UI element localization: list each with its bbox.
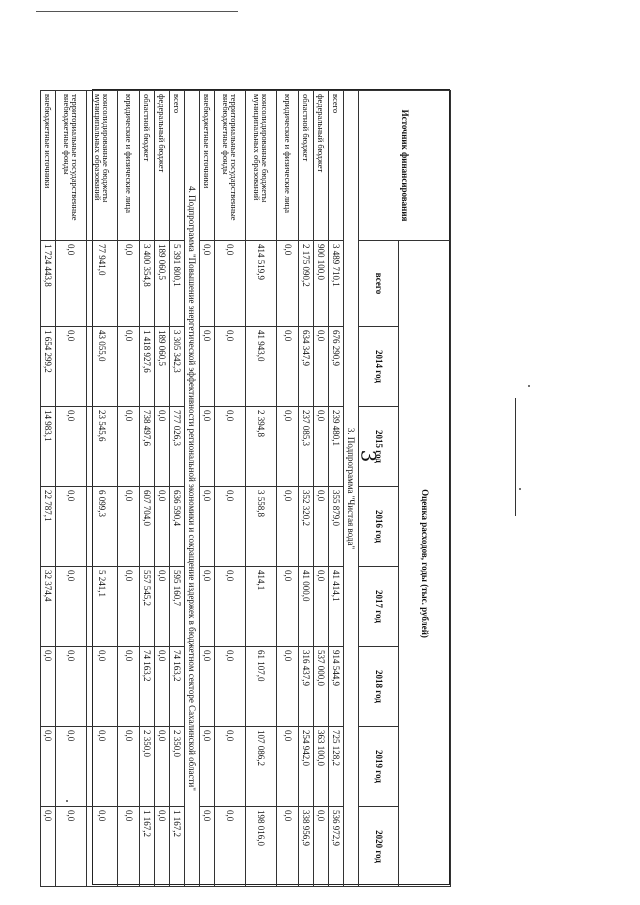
value-cell: 74 163,2 xyxy=(140,647,155,727)
budget-table-rotated xyxy=(43,90,451,886)
value-cell: 316 437,9 xyxy=(299,647,314,727)
value-cell: 0,0 xyxy=(200,807,215,887)
value-cell: 3 489 710,1 xyxy=(329,241,344,327)
value-cell: 239 480,1 xyxy=(329,407,344,487)
value-cell: 0,0 xyxy=(56,241,87,327)
column-header: 2018 год xyxy=(359,647,399,727)
section-title-row xyxy=(344,91,359,887)
value-cell: 0,0 xyxy=(56,407,87,487)
value-cell: 0,0 xyxy=(200,327,215,407)
value-cell: 189 060,5 xyxy=(155,327,170,407)
column-header: 2016 год xyxy=(359,487,399,567)
source-label: областной бюджет xyxy=(140,91,155,241)
column-header: 2019 год xyxy=(359,727,399,807)
table-row xyxy=(277,91,299,887)
value-cell: 5 241,1 xyxy=(87,567,118,647)
value-cell: 43 055,0 xyxy=(87,327,118,407)
value-cell: 0,0 xyxy=(56,567,87,647)
value-cell: 0,0 xyxy=(215,407,246,487)
value-cell: 0,0 xyxy=(118,807,140,887)
value-cell: 0,0 xyxy=(118,727,140,807)
header-row xyxy=(399,91,451,887)
source-label: областной бюджет xyxy=(299,91,314,241)
value-cell: 0,0 xyxy=(118,487,140,567)
value-cell: 0,0 xyxy=(118,407,140,487)
value-cell: 914 544,9 xyxy=(329,647,344,727)
value-cell: 0,0 xyxy=(277,567,299,647)
value-cell: 41 414,1 xyxy=(329,567,344,647)
value-cell: 414,1 xyxy=(246,567,277,647)
section-title: 3. Подпрограмма "Чистая вода" xyxy=(344,91,359,887)
page-number: 3 xyxy=(356,449,381,463)
source-label: территориальные государственные внебюджетные фонды xyxy=(215,91,246,241)
value-cell: 0,0 xyxy=(155,567,170,647)
value-cell: 0,0 xyxy=(155,407,170,487)
section-title: 4. Подпрограмма "Повышение энергетической эффективности региональной экономики и сокращение издержек в бюджетном секторе Сахалинской области" xyxy=(185,91,200,887)
value-cell: 22 787,1 xyxy=(41,487,56,567)
table-row xyxy=(200,91,215,887)
table-row xyxy=(246,91,277,887)
value-cell: 0,0 xyxy=(200,567,215,647)
table-row xyxy=(41,91,56,887)
table-row xyxy=(87,91,118,887)
table-row xyxy=(215,91,246,887)
value-cell: 0,0 xyxy=(56,727,87,807)
value-cell: 352 320,2 xyxy=(299,487,314,567)
value-cell: 0,0 xyxy=(118,241,140,327)
table-row xyxy=(118,91,140,887)
value-cell: 0,0 xyxy=(314,327,329,407)
value-cell: 1 654 299,2 xyxy=(41,327,56,407)
value-cell: 1 167,2 xyxy=(140,807,155,887)
column-header: 2017 год xyxy=(359,567,399,647)
value-cell: 0,0 xyxy=(215,727,246,807)
value-cell: 414 519,9 xyxy=(246,241,277,327)
value-cell: 0,0 xyxy=(200,407,215,487)
value-cell: 3 305 342,3 xyxy=(170,327,185,407)
value-cell: 0,0 xyxy=(314,487,329,567)
value-cell: 74 163,2 xyxy=(170,647,185,727)
column-header: 2015 год xyxy=(359,407,399,487)
value-cell: 607 704,0 xyxy=(140,487,155,567)
scan-speck xyxy=(519,488,521,490)
source-label: юридические и физические лица xyxy=(118,91,140,241)
source-header: Источник финансирования xyxy=(359,91,451,241)
section-title-row xyxy=(185,91,200,887)
value-cell: 0,0 xyxy=(200,727,215,807)
value-cell: 0,0 xyxy=(215,327,246,407)
source-label: внебюджетные источники xyxy=(41,91,56,241)
value-cell: 738 497,6 xyxy=(140,407,155,487)
value-cell: 237 085,3 xyxy=(299,407,314,487)
value-cell: 634 347,9 xyxy=(299,327,314,407)
value-cell: 41 000,0 xyxy=(299,567,314,647)
value-cell: 0,0 xyxy=(215,567,246,647)
value-cell: 198 016,0 xyxy=(246,807,277,887)
source-label: территориальные государственные внебюджетные фонды xyxy=(56,91,87,241)
top-rule xyxy=(36,11,238,12)
value-cell: 0,0 xyxy=(56,327,87,407)
value-cell: 5 391 800,1 xyxy=(170,241,185,327)
value-cell: 338 956,9 xyxy=(299,807,314,887)
value-cell: 0,0 xyxy=(277,407,299,487)
value-cell: 595 160,7 xyxy=(170,567,185,647)
value-cell: 0,0 xyxy=(155,487,170,567)
value-cell: 0,0 xyxy=(277,807,299,887)
value-cell: 0,0 xyxy=(277,241,299,327)
table-row xyxy=(56,91,87,887)
value-cell: 900 100,0 xyxy=(314,241,329,327)
value-cell: 14 983,1 xyxy=(41,407,56,487)
value-cell: 3 400 354,8 xyxy=(140,241,155,327)
value-cell: 2 350,0 xyxy=(140,727,155,807)
value-cell: 0,0 xyxy=(56,807,87,887)
column-header: 2020 год xyxy=(359,807,399,887)
estimate-header: Оценка расходов, годы (тыс. рублей) xyxy=(399,241,451,887)
value-cell: 0,0 xyxy=(215,807,246,887)
table-row xyxy=(155,91,170,887)
margin-line xyxy=(515,398,516,516)
value-cell: 0,0 xyxy=(41,807,56,887)
value-cell: 3 558,8 xyxy=(246,487,277,567)
table-row xyxy=(329,91,344,887)
value-cell: 536 972,9 xyxy=(329,807,344,887)
value-cell: 77 941,0 xyxy=(87,241,118,327)
source-label: федеральный бюджет xyxy=(155,91,170,241)
scan-speck xyxy=(528,385,530,387)
source-label: юридические и физические лица xyxy=(277,91,299,241)
value-cell: 189 060,5 xyxy=(155,241,170,327)
budget-table xyxy=(40,90,451,887)
source-label: федеральный бюджет xyxy=(314,91,329,241)
value-cell: 537 000,0 xyxy=(314,647,329,727)
value-cell: 254 942,0 xyxy=(299,727,314,807)
budget-table-frame xyxy=(43,89,450,885)
value-cell: 0,0 xyxy=(56,647,87,727)
value-cell: 0,0 xyxy=(200,647,215,727)
value-cell: 23 545,6 xyxy=(87,407,118,487)
source-label: внебюджетные источники xyxy=(200,91,215,241)
value-cell: 0,0 xyxy=(277,727,299,807)
value-cell: 557 545,2 xyxy=(140,567,155,647)
value-cell: 2 175 090,2 xyxy=(299,241,314,327)
table-row xyxy=(314,91,329,887)
value-cell: 636 590,4 xyxy=(170,487,185,567)
value-cell: 0,0 xyxy=(200,487,215,567)
source-label: всего xyxy=(329,91,344,241)
value-cell: 0,0 xyxy=(87,727,118,807)
value-cell: 0,0 xyxy=(41,647,56,727)
value-cell: 0,0 xyxy=(118,327,140,407)
value-cell: 0,0 xyxy=(314,807,329,887)
value-cell: 777 026,3 xyxy=(170,407,185,487)
value-cell: 1 167,2 xyxy=(170,807,185,887)
value-cell: 676 290,9 xyxy=(329,327,344,407)
value-cell: 355 879,0 xyxy=(329,487,344,567)
value-cell: 0,0 xyxy=(87,807,118,887)
source-label: консолидированные бюджеты муниципальных образований xyxy=(87,91,118,241)
value-cell: 0,0 xyxy=(155,647,170,727)
value-cell: 107 086,2 xyxy=(246,727,277,807)
value-cell: 0,0 xyxy=(87,647,118,727)
value-cell: 0,0 xyxy=(215,487,246,567)
table-row xyxy=(140,91,155,887)
value-cell: 41 943,0 xyxy=(246,327,277,407)
table-row xyxy=(299,91,314,887)
value-cell: 0,0 xyxy=(314,407,329,487)
value-cell: 0,0 xyxy=(56,487,87,567)
value-cell: 0,0 xyxy=(155,807,170,887)
value-cell: 0,0 xyxy=(277,327,299,407)
value-cell: 2 394,8 xyxy=(246,407,277,487)
value-cell: 725 128,2 xyxy=(329,727,344,807)
value-cell: 6 099,3 xyxy=(87,487,118,567)
value-cell: 0,0 xyxy=(200,241,215,327)
value-cell: 1 418 927,6 xyxy=(140,327,155,407)
column-header: всего xyxy=(359,241,399,327)
value-cell: 0,0 xyxy=(277,487,299,567)
table-row xyxy=(170,91,185,887)
value-cell: 0,0 xyxy=(155,727,170,807)
value-cell: 0,0 xyxy=(215,647,246,727)
value-cell: 61 107,0 xyxy=(246,647,277,727)
value-cell: 2 350,0 xyxy=(170,727,185,807)
source-label: консолидированные бюджеты муниципальных образований xyxy=(246,91,277,241)
value-cell: 1 724 443,8 xyxy=(41,241,56,327)
value-cell: 0,0 xyxy=(277,647,299,727)
value-cell: 0,0 xyxy=(118,567,140,647)
value-cell: 32 374,4 xyxy=(41,567,56,647)
column-header: 2014 год xyxy=(359,327,399,407)
source-label: всего xyxy=(170,91,185,241)
value-cell: 0,0 xyxy=(118,647,140,727)
value-cell: 0,0 xyxy=(314,567,329,647)
value-cell: 0,0 xyxy=(41,727,56,807)
value-cell: 363 100,0 xyxy=(314,727,329,807)
value-cell: 0,0 xyxy=(215,241,246,327)
